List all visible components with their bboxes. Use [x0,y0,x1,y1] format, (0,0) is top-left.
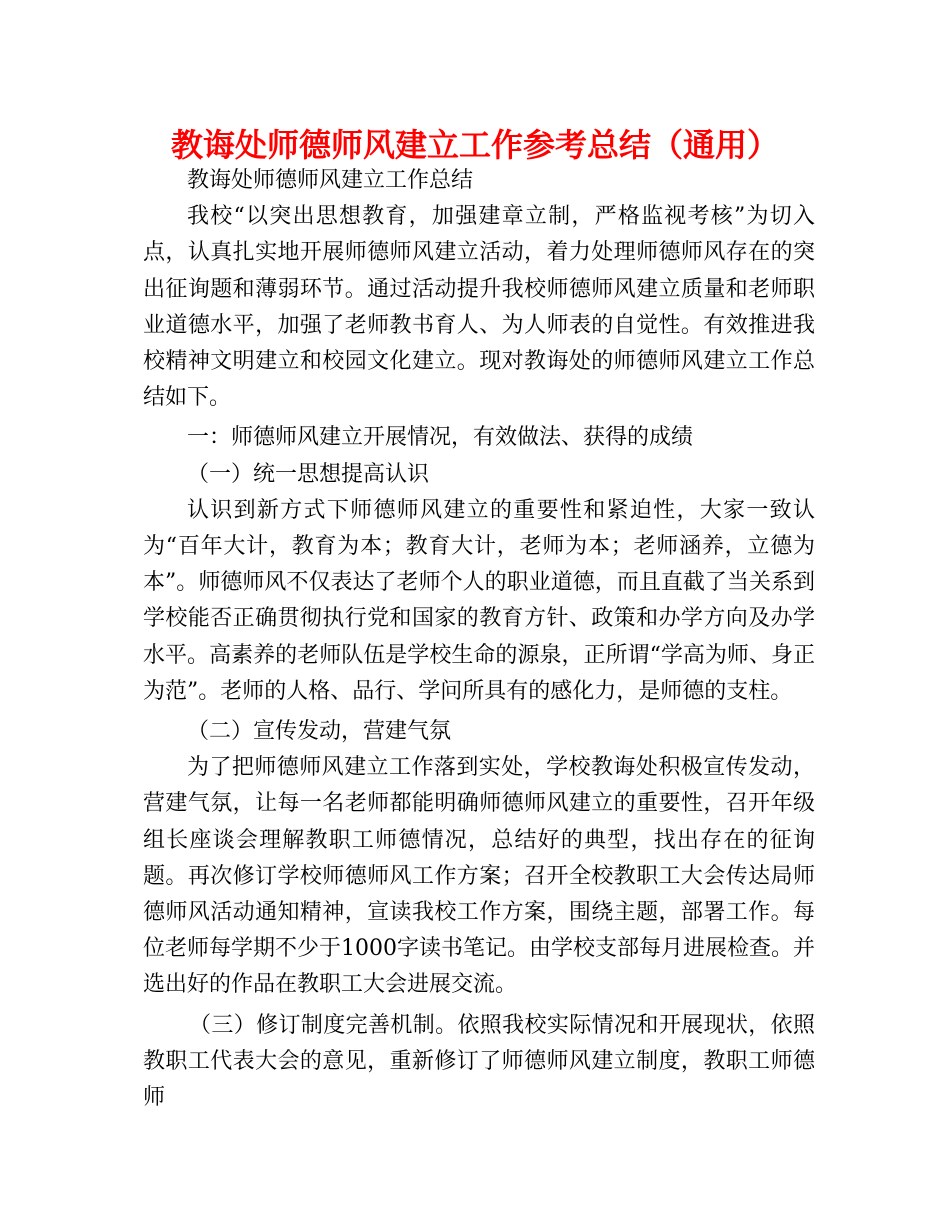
subsection-heading-1: （一）统一思想提高认识 [187,461,430,487]
body-paragraph-2: 为了把师德师风建立工作落到实处，学校教诲处积极宣传发动，营建气氛，让每一名老师都能明确师德师风建立的重要性，召开年级组长座谈会理解教职工师德情况，总结好的典型，找出存在的征询题。再次修订学校师德师风工作方案；召开全校教职工大会传达局师德师风活动通知精神，宣读我校工作方案，围绕主题，部署工作。每位老师每学期不少于1000字读书笔记。由学校支部每月进展检查。并选出好的作品在教职工大会进展交流。 [143,755,815,998]
subtitle-paragraph: 教诲处师德师风建立工作总结 [187,168,474,193]
section-heading: 一：师德师风建立开展情况，有效做法、获得的成绩 [187,425,694,451]
document-title: 教诲处师德师风建立工作参考总结（通用） [170,126,779,164]
document-body [143,163,815,1116]
body-paragraph-3: （三）修订制度完善机制。依照我校实际情况和开展现状，依照教职工代表大会的意见，重新修订了师德师风建立制度，教职工师德师 [143,1012,815,1111]
intro-paragraph: 我校“以突出思想教育，加强建章立制，严格监视考核”为切入点，认真扎实地开展师德师风建立活动，着力处理师德师风存在的突出征询题和薄弱环节。通过活动提升我校师德师风建立质量和老师职业道德水平，加强了老师教书育人、为人师表的自觉性。有效推进我校精神文明建立和校园文化建立。现对教诲处的师德师风建立工作总结如下。 [143,204,815,411]
body-paragraph-1: 认识到新方式下师德师风建立的重要性和紧迫性，大家一致认为“百年大计，教育为本；教育大计，老师为本；老师涵养，立德为本”。师德师风不仅表达了老师个人的职业道德，而且直截了当关系到学校能否正确贯彻执行党和国家的教育方针、政策和办学方向及办学水平。高素养的老师队伍是学校生命的源泉，正所谓“学高为师、身正为范”。老师的人格、品行、学问所具有的感化力，是师德的支柱。 [143,497,815,704]
subsection-heading-2: （二）宣传发动，营建气氛 [187,719,452,745]
